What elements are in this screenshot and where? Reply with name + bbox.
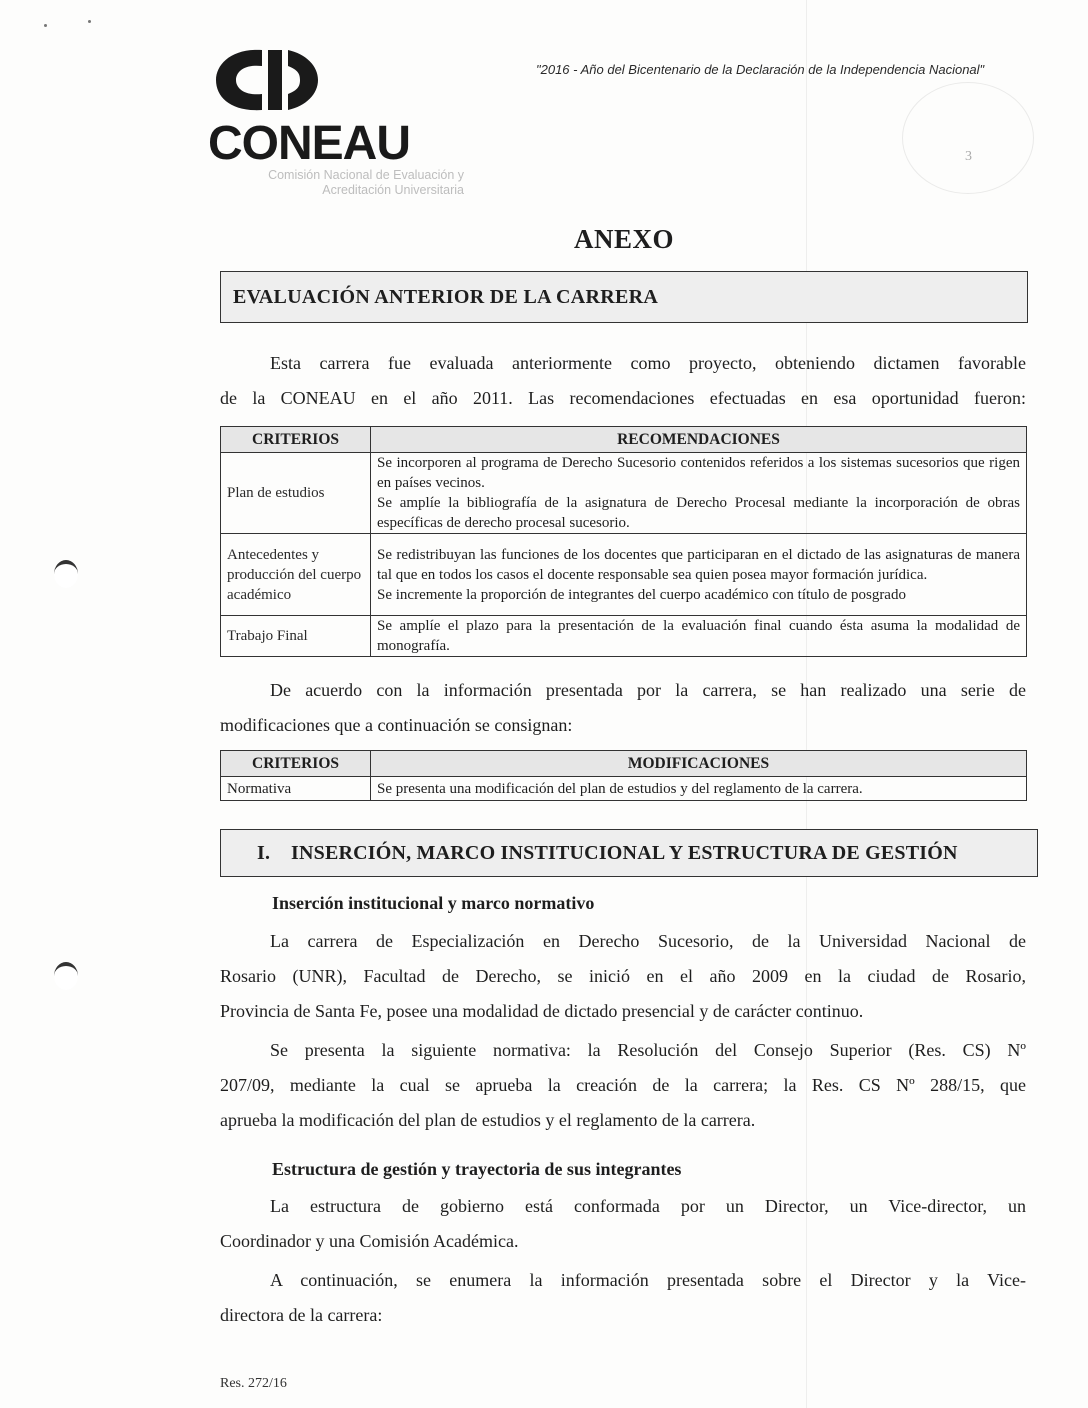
header-motto: "2016 - Año del Bicentenario de la Declaración de la Independencia Nacional": [536, 62, 985, 77]
table-header-row: [221, 427, 1027, 453]
column-header-recomendaciones: RECOMENDACIONES: [371, 427, 1027, 453]
table-header-row: [221, 751, 1027, 777]
faint-stamp: [902, 82, 1034, 194]
subheading-insercion: Inserción institucional y marco normativo: [272, 893, 595, 913]
modification-cell: Se presenta una modificación del plan de estudios y del reglamento de la carrera.: [371, 777, 1027, 801]
criterio-cell: Trabajo Final: [221, 616, 371, 657]
section-heading-prior-evaluation: EVALUACIÓN ANTERIOR DE LA CARRERA: [220, 271, 1028, 323]
column-header-criterios: CRITERIOS: [221, 427, 371, 453]
logo-subtitle-line: Comisión Nacional de Evaluación y: [268, 168, 464, 182]
punch-hole-icon: [54, 962, 78, 990]
text-line: modificaciones que a continuación se consignan:: [220, 715, 573, 735]
modifications-paragraph: [220, 673, 1026, 743]
text-line: Rosario (UNR), Facultad de Derecho, se inició en el año 2009 en la ciudad de Rosario,: [220, 966, 1026, 986]
text-line: A continuación, se enumera la información presentada sobre el Director y la Vice-: [270, 1270, 1026, 1290]
section-title: INSERCIÓN, MARCO INSTITUCIONAL Y ESTRUCTURA DE GESTIÓN: [291, 842, 958, 864]
logo-subtitle: [214, 168, 464, 198]
scan-dot: [88, 20, 91, 23]
text-line: Se presenta la siguiente normativa: la Resolución del Consejo Superior (Res. CS) Nº: [270, 1040, 1026, 1060]
text-line: La carrera de Especialización en Derecho Sucesorio, de la Universidad Nacional de: [270, 931, 1026, 951]
table-row: [221, 616, 1027, 657]
text-line: Provincia de Santa Fe, posee una modalidad de dictado presencial y de carácter continuo.: [220, 1001, 864, 1021]
paragraph-estructura: [220, 1189, 1026, 1259]
punch-hole-icon: [54, 560, 78, 588]
paragraph-director: [220, 1263, 1026, 1333]
recommendation-cell: [371, 616, 1027, 657]
section-number: I.: [257, 842, 271, 864]
recommendation-text: Se amplíe la bibliografía de la asignatura de Derecho Procesal mediante la incorporación de obras específicas de derecho procesal sucesorio.: [377, 495, 1020, 531]
section-heading-insercion: [220, 829, 1038, 877]
edge-watermark: [56, 600, 168, 760]
footer-resolution: Res. 272/16: [220, 1376, 287, 1391]
recommendation-text: Se incremente la proporción de integrantes del cuerpo académico con título de posgrado: [377, 586, 906, 603]
criterio-cell: Antecedentes y producción del cuerpo académico: [221, 534, 371, 616]
recommendations-table: [220, 426, 1027, 657]
recommendation-text: Se redistribuyan las funciones de los docentes que participaran en el dictado de las asignaturas de manera tal que en todos los casos el docente responsable sea quien posea mayor formación jurídica.: [377, 546, 1020, 583]
paragraph-normativa: [220, 1033, 1026, 1138]
modifications-table: [220, 750, 1027, 801]
recommendation-text: Se incorporen al programa de Derecho Sucesorio contenidos referidos a los sistemas sucesorios que rigen en países vecinos.: [377, 455, 1020, 491]
column-header-criterios: CRITERIOS: [221, 751, 371, 777]
logo-subtitle-line: Acreditación Universitaria: [322, 183, 464, 197]
coneau-logo-icon: [212, 44, 322, 116]
recommendation-text: Se amplíe el plazo para la presentación de la evaluación final cuando ésta asuma la modalidad de monografía.: [377, 618, 1020, 654]
text-line: De acuerdo con la información presentada por la carrera, se han realizado una serie de: [270, 680, 1026, 700]
text-line: directora de la carrera:: [220, 1305, 383, 1325]
column-header-modificaciones: MODIFICACIONES: [371, 751, 1027, 777]
text-line: Coordinador y una Comisión Académica.: [220, 1231, 519, 1251]
logo-wordmark: CONEAU: [208, 117, 411, 170]
paragraph-career: [220, 924, 1026, 1029]
subheading-estructura: Estructura de gestión y trayectoria de sus integrantes: [272, 1159, 682, 1179]
criterio-cell: Normativa: [221, 777, 371, 801]
text-line: La estructura de gobierno está conformada por un Director, un Vice-director, un: [270, 1196, 1026, 1216]
table-row: [221, 453, 1027, 534]
stamp-number: 3: [965, 149, 972, 164]
page-title: ANEXO: [573, 224, 674, 254]
criterio-cell: Plan de estudios: [221, 453, 371, 534]
text-line: Esta carrera fue evaluada anteriormente como proyecto, obteniendo dictamen favorable: [270, 353, 1026, 373]
table-row: [221, 777, 1027, 801]
intro-paragraph: [220, 346, 1026, 416]
text-line: aprueba la modificación del plan de estudios y el reglamento de la carrera.: [220, 1110, 756, 1130]
recommendation-cell: [371, 453, 1027, 534]
recommendation-cell: [371, 534, 1027, 616]
text-line: de la CONEAU en el año 2011. Las recomendaciones efectuadas en esa oportunidad fueron:: [220, 388, 1026, 408]
coneau-logo: [208, 44, 464, 197]
scan-dot: [44, 24, 47, 27]
text-line: 207/09, mediante la cual se aprueba la creación de la carrera; la Res. CS Nº 288/15, que: [220, 1075, 1026, 1095]
table-row: [221, 534, 1027, 616]
